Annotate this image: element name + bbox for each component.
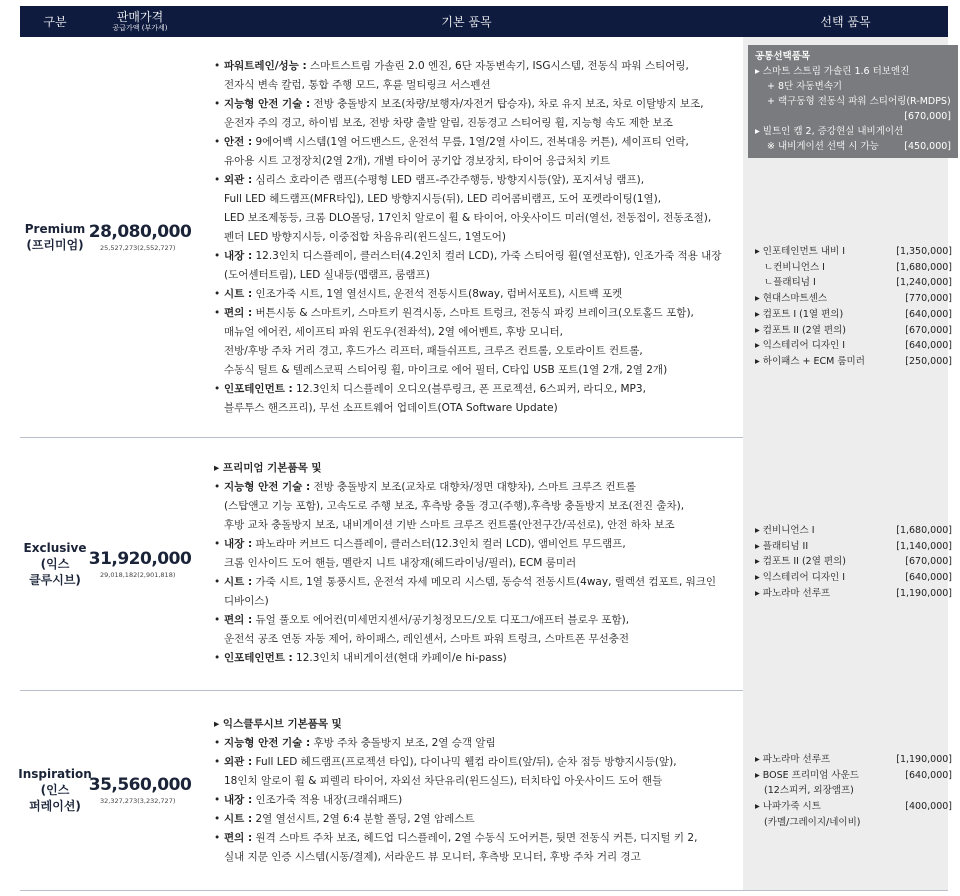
option-row [755,554,960,570]
basic-item-category: 시트 : [224,288,253,300]
common-option-line: + 8단 자동변속기 [767,81,843,92]
trim-inspiration [18,690,952,891]
basic-item-continuation: 전자식 변속 칼럼, 통합 주행 모드, 후륜 멀티링크 서스펜션 [224,79,491,91]
basic-items [190,437,743,690]
basic-items [190,37,743,437]
option-label: ▸ 익스테리어 디자인 I [755,572,846,584]
trim-name [20,690,90,890]
basic-item-continuation: 수동식 틸트 & 텔레스코픽 스티어링 휠, 마이크로 에어 필터, C타입 USB 포트(1열 2개, 2열 2개) [224,364,668,376]
basic-item-text: 버튼시동 & 스마트키, 스마트키 원격시동, 스마트 트렁크, 전동식 파킹 브레이크(오토홀드 포함), [252,307,694,319]
option-list [755,244,960,370]
basic-heading: ▸ 익스클루시브 기본품목 및 [214,718,342,730]
basic-item-category: 내장 : [224,794,253,806]
option-label: ▸ 파노라마 선루프 [755,754,831,765]
bullet-icon: • [214,174,221,186]
option-row [755,523,960,539]
basic-item-category: 시트 : [224,576,253,588]
option-label: ▸ 인포테인먼트 내비 I [755,246,846,257]
basic-item-text: 후방 주차 충돌방지 보조, 2열 승객 알림 [310,737,496,749]
header-category: 구분 [43,15,67,29]
trim-price [90,437,190,690]
option-row [755,323,960,339]
option-price: [640,000] [905,572,952,584]
option-label: ▸ 컨비니언스 I [755,525,815,536]
basic-items [190,690,743,890]
table-header [20,6,948,37]
basic-item-continuation: 매뉴얼 에어컨, 세이프티 파워 윈도우(전좌석), 2열 에어벤트, 후방 모니터, [224,326,563,338]
bullet-icon: • [214,288,221,300]
basic-item-continuation: 운전자 주의 경고, 하이빔 보조, 전방 차량 출발 알림, 진동경고 스티어링 휠, 지능형 속도 제한 보조 [224,117,673,129]
basic-item-text: 12.3인치 디스플레이 오디오(블루링크, 폰 프로젝션, 6스피커, 라디오, MP3, [292,383,646,395]
bullet-icon: • [214,576,221,588]
option-row [755,244,960,260]
bullet-icon: • [214,383,221,395]
bullet-icon: • [214,98,221,110]
option-label: ▸ 하이패스 + ECM 룸미러 [755,355,865,367]
common-option-row [755,139,951,154]
trim-name-ko: 클루시브) [29,572,81,587]
option-price: [1,350,000] [896,246,952,257]
basic-item-category: 내장 : [224,538,253,550]
option-row [755,815,960,831]
header-price [90,6,190,37]
option-price: [1,190,000] [896,754,952,765]
common-option-price: [670,000] [904,111,951,122]
basic-item [214,285,734,304]
trim-name-en: Exclusive [23,540,87,555]
basic-item-category: 편의 : [224,307,253,319]
trim-price [90,37,190,437]
option-label: ㄴ컨비니언스 I [755,261,825,273]
option-label: ㄴ플래티넘 I [755,277,816,289]
trim-price [90,690,190,890]
basic-item [214,133,734,152]
price-value: 35,560,000 [88,775,192,795]
option-items [743,690,952,890]
basic-item [214,57,734,76]
trim-name [20,437,90,690]
option-price: [640,000] [905,769,952,781]
option-row [755,539,960,555]
basic-item-text: Full LED 헤드램프(프로젝션 타입), 다이나믹 웰컴 라이트(앞/뒤), 순차 점등 방향지시등(앞), [252,756,677,768]
option-row [755,275,960,291]
basic-item-text: 2열 열선시트, 2열 6:4 분할 폴딩, 2열 암레스트 [252,813,475,825]
basic-item-continuation: 운전석 공조 연동 자동 제어, 하이패스, 레인센서, 스마트 파워 트렁크, 스마트폰 무선충전 [224,633,630,645]
basic-item-text: 인조가죽 적용 내장(크래쉬패드) [252,794,403,806]
trim-name-en: Premium [24,222,86,236]
basic-item [214,247,734,266]
basic-item-category: 시트 : [224,813,253,825]
basic-list-items [214,734,734,867]
option-label: ▸ 컴포트 II (2열 편의) [755,556,846,568]
header-option: 선택 품목 [820,15,871,29]
basic-item-category: 지능형 안전 기술 : [224,481,311,493]
option-row [755,783,960,799]
basic-item-category: 인포테인먼트 : [224,652,293,664]
basic-item-category: 지능형 안전 기술 : [224,737,311,749]
basic-item-category: 지능형 안전 기술 : [224,98,311,110]
basic-item-text: 원격 스마트 주차 보조, 헤드업 디스플레이, 2열 수동식 도어커튼, 뒷면 전동식 커튼, 디지털 키 2, [252,832,698,844]
basic-item [214,535,734,554]
bullet-icon: • [214,794,221,806]
option-label: ▸ 파노라마 선루프 [755,587,831,599]
basic-item-category: 인포테인먼트 : [224,383,293,395]
option-price: [770,000] [905,293,952,305]
basic-item-text: 심리스 호라이즌 램프(수평형 LED 램프-주간주행등, 방향지시등(앞), 포지셔닝 램프), [252,174,645,186]
trim-name [20,37,90,437]
basic-item-text: 스마트스트림 가솔린 2.0 엔진, 6단 자동변속기, ISG시스템, 전동식 파워 스티어링, [306,60,689,72]
option-price: [1,680,000] [896,261,952,273]
common-option-box [748,45,958,158]
option-row [755,307,960,323]
option-label: ▸ 컴포트 I (1열 편의) [755,308,844,320]
basic-item-continuation: 실내 지문 인증 시스템(시동/결제), 서라운드 뷰 모니터, 후측방 모니터, 후방 주차 거리 경고 [224,851,641,863]
basic-item-continuation: LED 보조제동등, 크롬 DLO몰딩, 17인치 알로이 휠 & 타이어, 아웃사이드 미러(열선, 전동접이, 전동조절), [224,212,712,224]
option-price: [1,190,000] [896,587,952,599]
option-label: ▸ 플래티넘 II [755,540,809,552]
common-option-note: ※ 내비게이션 선택 시 가능 [767,141,879,152]
option-price: [640,000] [905,308,952,320]
option-row [755,586,960,602]
bullet-icon: • [214,481,221,493]
bullet-icon: • [214,832,221,844]
basic-item-continuation: 블루투스 핸즈프리), 무선 소프트웨어 업데이트(OTA Software Update) [224,402,558,414]
basic-item-text: 전방 충돌방지 보조(교차로 대향차/정면 대향차), 스마트 크루즈 컨트롤 [310,481,636,493]
trim-exclusive [20,437,952,691]
basic-item-text: 듀얼 풀오토 에어컨(미세먼지센서/공기청정모드/오토 디포그/애프터 블로우 포함), [252,614,630,626]
option-price: [670,000] [905,324,952,336]
common-option-line: ▸ 스마트 스트림 가솔린 1.6 터보엔진 [755,66,910,77]
basic-item-category: 편의 : [224,614,253,626]
trim-name-ko: (인스 [40,783,70,797]
option-price: [670,000] [905,556,952,568]
option-row [755,799,960,815]
option-row [755,752,960,768]
basic-item [214,649,734,668]
basic-item-text: 9에어백 시스템(1열 어드밴스드, 운전석 무릎, 1열/2열 사이드, 전복대응 커튼), 세이프티 언락, [252,136,689,148]
option-price: [1,140,000] [896,540,952,552]
bullet-icon: • [214,813,221,825]
basic-item-text: 가죽 시트, 1열 통풍시트, 운전석 자세 메모리 시스템, 동승석 전동시트(4way, 릴렉션 컴포트, 워크인 [252,576,717,588]
option-label: ▸ BOSE 프리미엄 사운드 [755,769,859,781]
basic-item [214,810,734,829]
basic-item [214,478,734,497]
price-value: 31,920,000 [88,548,192,569]
option-row [755,570,960,586]
trim-premium [20,37,952,438]
basic-item-text: 12.3인치 디스플레이, 클러스터(4.2인치 컬러 LCD), 가죽 스티어링 휠(열선포함), 인조가죽 적용 내장 [252,250,722,262]
basic-item [214,171,734,190]
trim-name-ko: (익스 [40,556,70,571]
basic-list [214,459,734,668]
basic-item [214,753,734,772]
bullet-icon: • [214,737,221,749]
common-option-line: + 랙구동형 전동식 파워 스티어링(R-MDPS) [767,96,951,107]
option-row [755,768,960,784]
basic-item [214,611,734,630]
bullet-icon: • [214,756,221,768]
basic-item [214,829,734,848]
price-value: 28,080,000 [88,222,192,242]
option-row [755,354,960,370]
basic-item [214,304,734,323]
option-label: ▸ 현대스마트센스 [755,293,828,305]
basic-item [214,380,734,399]
option-row [755,260,960,276]
trim-name-ko: 퍼레이션) [29,799,81,813]
basic-item-text: 파노라마 커브드 디스플레이, 클러스터(12.3인치 컬러 LCD), 앰비언트 무드램프, [252,538,626,550]
basic-item-category: 외관 : [224,756,253,768]
bullet-icon: • [214,307,221,319]
price-supply: 32,327,273(3,232,727) [100,797,176,805]
bullet-icon: • [214,652,221,664]
bullet-icon: • [214,60,221,72]
basic-item-text: 전방 충돌방지 보조(차량/보행자/자전거 탑승자), 차로 유지 보조, 차로 이탈방지 보조, [310,98,704,110]
header-price-sub: 공급가액 (부가세) [112,23,168,32]
basic-item-category: 내장 : [224,250,253,262]
option-label: ▸ 익스테리어 디자인 I [755,340,846,352]
basic-item-continuation: (도어센터트림), LED 실내등(맵램프, 룸램프) [224,269,430,281]
basic-item-continuation: 유아용 시트 고정장치(2열 2개), 개별 타이어 공기압 경보장치, 타이어 응급처치 키트 [224,155,611,167]
trim-name-ko: (프리미엄) [26,238,84,252]
common-option-price: [450,000] [904,141,951,152]
bullet-icon: • [214,614,221,626]
trim-name-en: Inspiration [18,767,92,781]
bullet-icon: • [214,136,221,148]
basic-list [214,57,734,418]
basic-item-continuation: 펜더 LED 방향지시등, 이중접합 차음유리(윈드실드, 1열도어) [224,231,506,243]
option-label: ▸ 나파가죽 시트 [755,801,821,813]
option-row [755,291,960,307]
basic-heading: ▸ 프리미엄 기본품목 및 [214,462,322,474]
option-label: (카멜/그레이지/네이비) [755,816,861,828]
option-items [743,37,952,437]
basic-item-category: 파워트레인/성능 : [224,60,307,72]
basic-item-text: 12.3인치 내비게이션(현대 카페이/e hi-pass) [292,652,507,664]
option-row [755,338,960,354]
basic-item [214,791,734,810]
basic-item [214,734,734,753]
basic-item-text: 인조가죽 시트, 1열 열선시트, 운전석 전동시트(8way, 럼버서포트), 시트백 포켓 [252,288,623,300]
basic-list [214,715,734,867]
basic-item-category: 외관 : [224,174,253,186]
header-basic: 기본 품목 [441,15,492,29]
common-option-line: ▸ 빌트인 캠 2, 증강현실 내비게이션 [755,126,904,137]
option-items [743,437,952,690]
basic-item-continuation: 18인치 알로이 휠 & 피렐리 타이어, 자외선 차단유리(윈드실드), 터치타입 아웃사이드 도어 핸들 [224,775,663,787]
option-price: [250,000] [905,355,952,367]
basic-item-continuation: 크롬 인사이드 도어 핸들, 멜란지 니트 내장재(헤드라이닝/필러), ECM 룸미러 [224,557,577,569]
header-price-label: 판매가격 [116,9,164,24]
option-label: (12스피커, 외장앰프) [755,785,854,797]
basic-item [214,573,734,592]
bullet-icon: • [214,250,221,262]
price-supply: 25,527,273(2,552,727) [100,244,176,252]
basic-item [214,95,734,114]
price-supply: 29,018,182(2,901,818) [100,570,176,579]
basic-item-continuation: Full LED 헤드램프(MFR타입), LED 방향지시등(뒤), LED 리어콤비램프, 도어 포켓라이팅(1열), [224,193,662,205]
basic-item-continuation: 후방 교차 충돌방지 보조, 내비게이션 기반 스마트 크루즈 컨트롤(안전구간/곡선로), 안전 하차 보조 [224,519,675,531]
basic-item-continuation: 전방/후방 주차 거리 경고, 후드가스 리프터, 패들쉬프트, 크루즈 컨트롤, 오토라이트 컨트롤, [224,345,643,357]
option-price: [640,000] [905,340,952,352]
option-list [755,752,960,831]
option-list [755,523,960,602]
basic-item-continuation: 디바이스) [224,595,269,607]
common-option-title: 공통선택품목 [755,51,811,62]
basic-item-continuation: (스탑앤고 기능 포함), 고속도로 주행 보조, 후측방 충돌 경고(주행),후측방 충돌방지 보조(전진 출차), [224,500,685,512]
option-price: [1,680,000] [896,525,952,536]
option-label: ▸ 컴포트 II (2열 편의) [755,324,846,336]
basic-item-category: 안전 : [224,136,253,148]
basic-list-items [214,478,734,668]
option-price: [400,000] [905,801,952,813]
basic-item-category: 편의 : [224,832,253,844]
option-price: [1,240,000] [896,277,952,289]
bullet-icon: • [214,538,221,550]
